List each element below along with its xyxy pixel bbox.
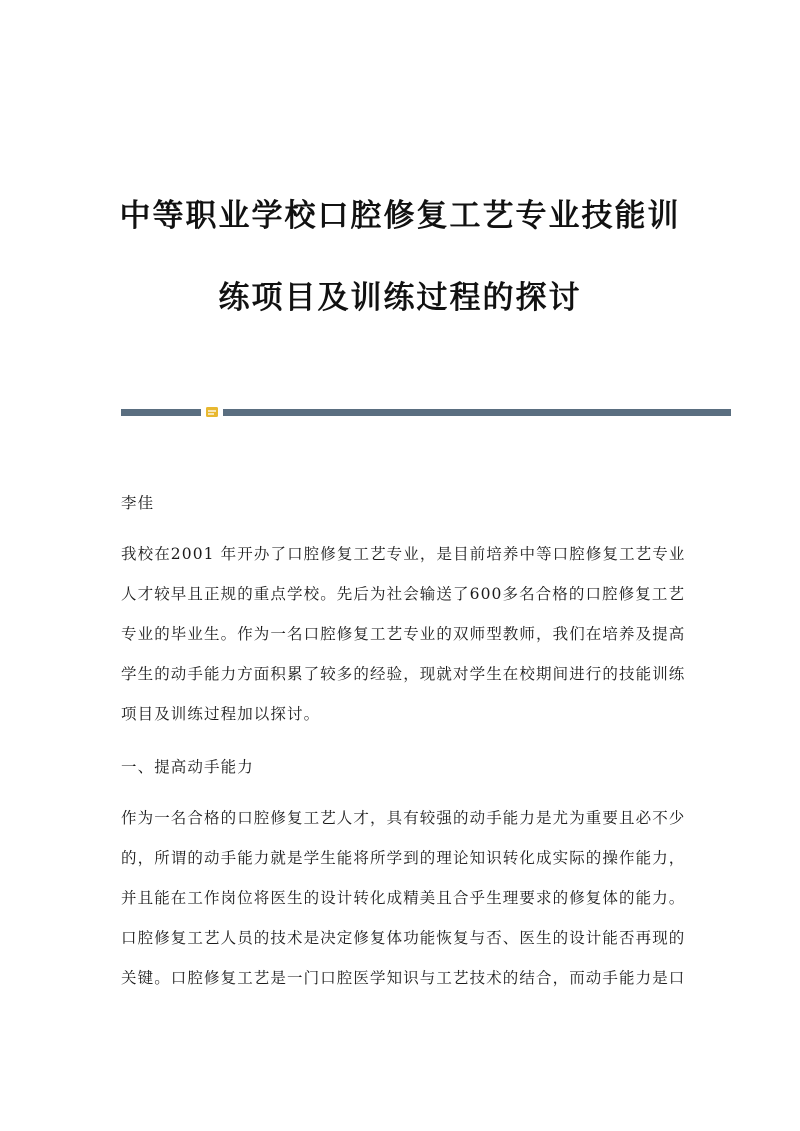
- title-line-2: 练项目及训练过程的探讨: [218, 280, 582, 316]
- paragraph-line: 并且能在工作岗位将医生的设计转化成精美且合乎生理要求的修复体的能力。: [121, 889, 686, 907]
- divider-left-bar: [121, 409, 201, 416]
- section-heading: 一、提高动手能力: [121, 758, 254, 776]
- paragraph-line: 学生的动手能力方面积累了较多的经验，现就对学生在校期间进行的技能训练: [121, 665, 686, 683]
- paragraph-line: 口腔修复工艺人员的技术是决定修复体功能恢复与否、医生的设计能否再现的: [121, 929, 686, 947]
- paragraph-line: 项目及训练过程加以探讨。: [121, 705, 321, 723]
- title-line-1: 中等职业学校口腔修复工艺专业技能训: [119, 198, 681, 234]
- divider-right-bar: [223, 409, 731, 416]
- ornament-icon: [205, 406, 219, 418]
- paragraph-line: 作为一名合格的口腔修复工艺人才，具有较强的动手能力是尤为重要且必不少: [121, 809, 686, 827]
- author-name: 李佳: [121, 494, 155, 512]
- paragraph-line: 专业的毕业生。作为一名口腔修复工艺专业的双师型教师，我们在培养及提高: [121, 625, 686, 643]
- paragraph-line: 人才较早且正规的重点学校。先后为社会输送了600多名合格的口腔修复工艺: [121, 585, 686, 603]
- paragraph-line: 关键。口腔修复工艺是一门口腔医学知识与工艺技术的结合，而动手能力是口: [121, 969, 686, 987]
- paragraph-line: 我校在2001 年开办了口腔修复工艺专业，是目前培养中等口腔修复工艺专业: [121, 545, 686, 563]
- paragraph-line: 的，所谓的动手能力就是学生能将所学到的理论知识转化成实际的操作能力，: [121, 849, 686, 867]
